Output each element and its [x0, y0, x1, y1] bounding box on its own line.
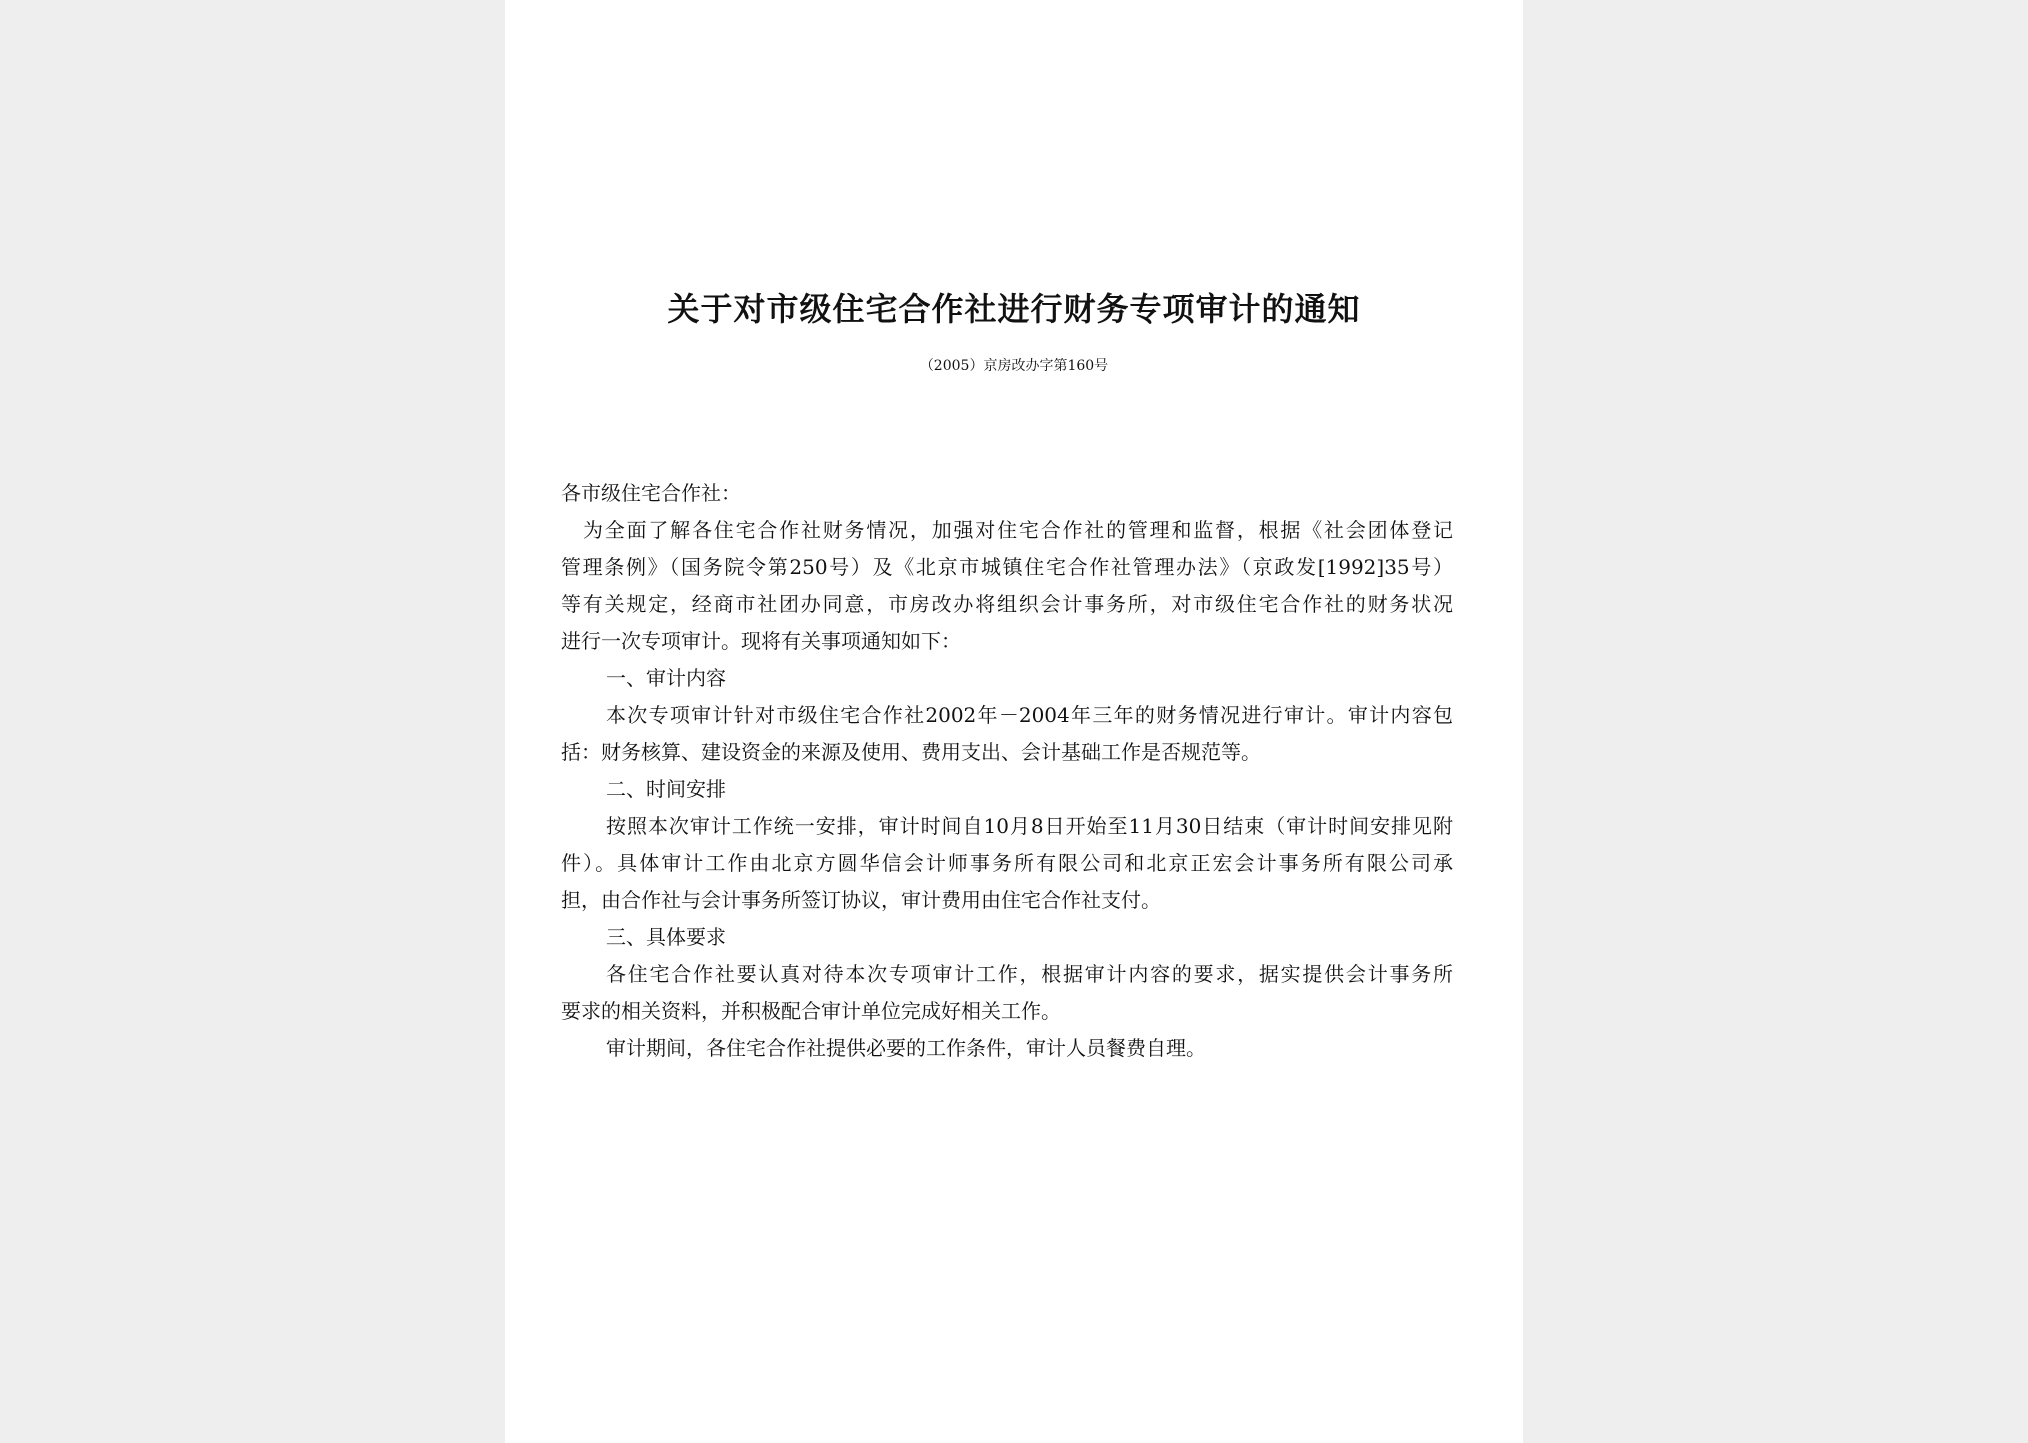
section-heading-requirements: 三、具体要求: [606, 925, 726, 949]
closing-line: 审计期间，各住宅合作社提供必要的工作条件，审计人员餐费自理。: [606, 1036, 1206, 1060]
section-line: 括：财务核算、建设资金的来源及使用、费用支出、会计基础工作是否规范等。: [561, 740, 1261, 764]
document-number: （2005）京房改办字第160号: [919, 358, 1109, 374]
section-heading-schedule: 二、时间安排: [606, 777, 726, 801]
intro-line: 进行一次专项审计。现将有关事项通知如下：: [561, 629, 961, 653]
section-heading-audit-content: 一、审计内容: [606, 666, 726, 690]
document-page: [505, 0, 1523, 1443]
document-body: [561, 475, 1453, 1067]
section-line: 按照本次审计工作统一安排，审计时间自10月8日开始至11月30日结束（审计时间安排见附: [606, 814, 1453, 838]
section-line: 担，由合作社与会计事务所签订协议，审计费用由住宅合作社支付。: [561, 888, 1161, 912]
section-line: 本次专项审计针对市级住宅合作社2002年－2004年三年的财务情况进行审计。审计内容包: [606, 703, 1453, 727]
intro-line: 等有关规定，经商市社团办同意，市房改办将组织会计事务所，对市级住宅合作社的财务状况: [561, 592, 1453, 616]
intro-line: 为全面了解各住宅合作社财务情况，加强对住宅合作社的管理和监督，根据《社会团体登记: [583, 518, 1453, 542]
intro-line: 管理条例》（国务院令第250号）及《北京市城镇住宅合作社管理办法》（京政发[1992]35号）: [561, 555, 1453, 579]
section-line: 各住宅合作社要认真对待本次专项审计工作，根据审计内容的要求，据实提供会计事务所: [606, 962, 1453, 986]
section-line: 件）。具体审计工作由北京方圆华信会计师事务所有限公司和北京正宏会计事务所有限公司承: [561, 851, 1453, 875]
salutation: 各市级住宅合作社：: [561, 481, 741, 505]
section-line: 要求的相关资料，并积极配合审计单位完成好相关工作。: [561, 999, 1061, 1023]
document-title: 关于对市级住宅合作社进行财务专项审计的通知: [667, 290, 1361, 328]
